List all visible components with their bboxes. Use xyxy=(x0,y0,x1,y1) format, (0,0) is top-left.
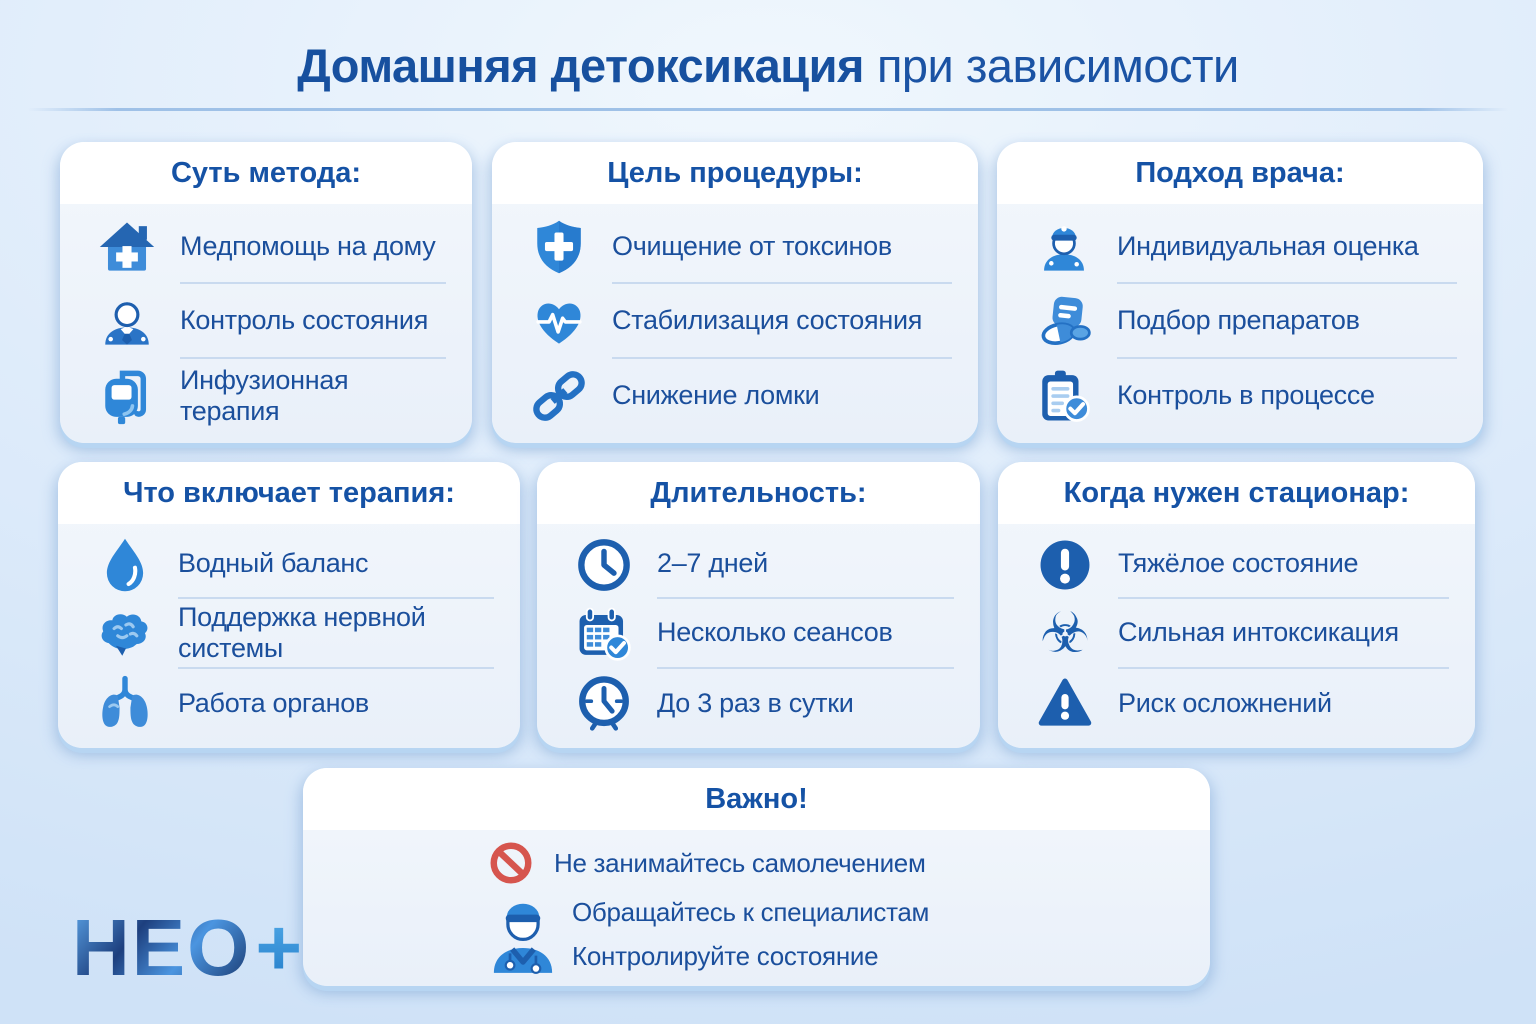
list-item xyxy=(575,599,954,668)
card-method-essence xyxy=(60,142,472,443)
card-hospital-needed xyxy=(998,462,1475,748)
list-item xyxy=(96,669,494,738)
card-title: Подход врача: xyxy=(997,142,1483,204)
item-label: Риск осложнений xyxy=(1118,687,1332,718)
heart-pulse-icon xyxy=(530,292,588,350)
lungs-icon xyxy=(96,674,154,732)
list-item xyxy=(530,210,952,284)
list-item xyxy=(530,284,952,358)
title-divider xyxy=(28,108,1508,111)
item-label: Инфузионная терапия xyxy=(180,364,349,426)
item-label: Тяжёлое состояние xyxy=(1118,530,1449,599)
card-title: Что включает терапия: xyxy=(58,462,520,524)
list-item xyxy=(1036,669,1449,738)
biohazard-glyph: ☣ xyxy=(1039,600,1091,666)
page-title xyxy=(0,40,1536,92)
brain-icon xyxy=(96,605,154,663)
list-item xyxy=(1036,530,1449,599)
list-item xyxy=(530,359,952,433)
card-duration xyxy=(537,462,980,748)
doctor-icon xyxy=(98,292,156,350)
card-doctor-approach xyxy=(997,142,1483,443)
item-label: Поддержка нервной системы xyxy=(178,599,494,668)
list-item xyxy=(1036,599,1449,668)
calendar-check-icon xyxy=(575,605,633,663)
item-label: Контроль в процессе xyxy=(1117,380,1375,411)
list-item xyxy=(98,210,446,284)
logo-text: НЕО xyxy=(72,903,252,992)
masked-doctor-icon xyxy=(488,893,558,975)
item-label: Очищение от токсинов xyxy=(612,210,952,284)
list-item xyxy=(1035,359,1457,433)
prohibition-icon xyxy=(488,840,534,886)
item-label: Не занимайтесь самолечением xyxy=(554,848,926,878)
item-label: Снижение ломки xyxy=(612,380,820,411)
logo-plus-icon: + xyxy=(255,903,305,992)
item-label: Стабилизация состояния xyxy=(612,284,952,358)
neo-plus-logo xyxy=(72,903,305,992)
iv-drip-icon xyxy=(98,367,156,425)
item-label: Контроль состояния xyxy=(180,284,446,358)
shield-cross-icon xyxy=(530,218,588,276)
card-title: Важно! xyxy=(303,768,1210,830)
chain-icon xyxy=(530,367,588,425)
alarm-clock-icon xyxy=(575,674,633,732)
biohazard-icon xyxy=(1036,600,1094,666)
item-label: Индивидуальная оценка xyxy=(1117,210,1457,284)
card-important xyxy=(303,768,1210,986)
item-label: Сильная интоксикация xyxy=(1118,599,1449,668)
header xyxy=(0,40,1536,111)
list-item xyxy=(96,530,494,599)
item-label: Водный баланс xyxy=(178,530,494,599)
doctor-cap-icon xyxy=(1035,218,1093,276)
house-medical-icon xyxy=(98,218,156,276)
list-item xyxy=(98,359,446,433)
item-label: Несколько сеансов xyxy=(657,599,954,668)
page-title-bold: Домашняя детоксикация xyxy=(297,39,864,92)
page-title-regular: при зависимости xyxy=(876,39,1239,92)
card-title: Суть метода: xyxy=(60,142,472,204)
clipboard-check-icon xyxy=(1035,367,1093,425)
item-label: 2–7 дней xyxy=(657,530,954,599)
list-item-group xyxy=(488,890,1180,978)
card-title: Когда нужен стационар: xyxy=(998,462,1475,524)
pills-icon xyxy=(1035,292,1093,350)
exclamation-circle-icon xyxy=(1036,536,1094,594)
list-item xyxy=(1035,210,1457,284)
card-title: Длительность: xyxy=(537,462,980,524)
item-label: Контролируйте состояние xyxy=(572,941,879,971)
item-label: Медпомощь на дому xyxy=(180,210,446,284)
item-label: Подбор препаратов xyxy=(1117,284,1457,358)
list-item xyxy=(488,840,1180,886)
list-item xyxy=(1035,284,1457,358)
item-label: Обращайтесь к специалистам xyxy=(572,897,930,927)
list-item xyxy=(575,530,954,599)
item-label: Работа органов xyxy=(178,687,369,718)
card-procedure-goal xyxy=(492,142,978,443)
list-item xyxy=(96,599,494,668)
warning-triangle-icon xyxy=(1036,674,1094,732)
list-item xyxy=(98,284,446,358)
card-therapy-includes xyxy=(58,462,520,748)
card-title: Цель процедуры: xyxy=(492,142,978,204)
water-drop-icon xyxy=(96,536,154,594)
clock-icon xyxy=(575,536,633,594)
item-label: До 3 раз в сутки xyxy=(657,687,854,718)
list-item xyxy=(575,669,954,738)
